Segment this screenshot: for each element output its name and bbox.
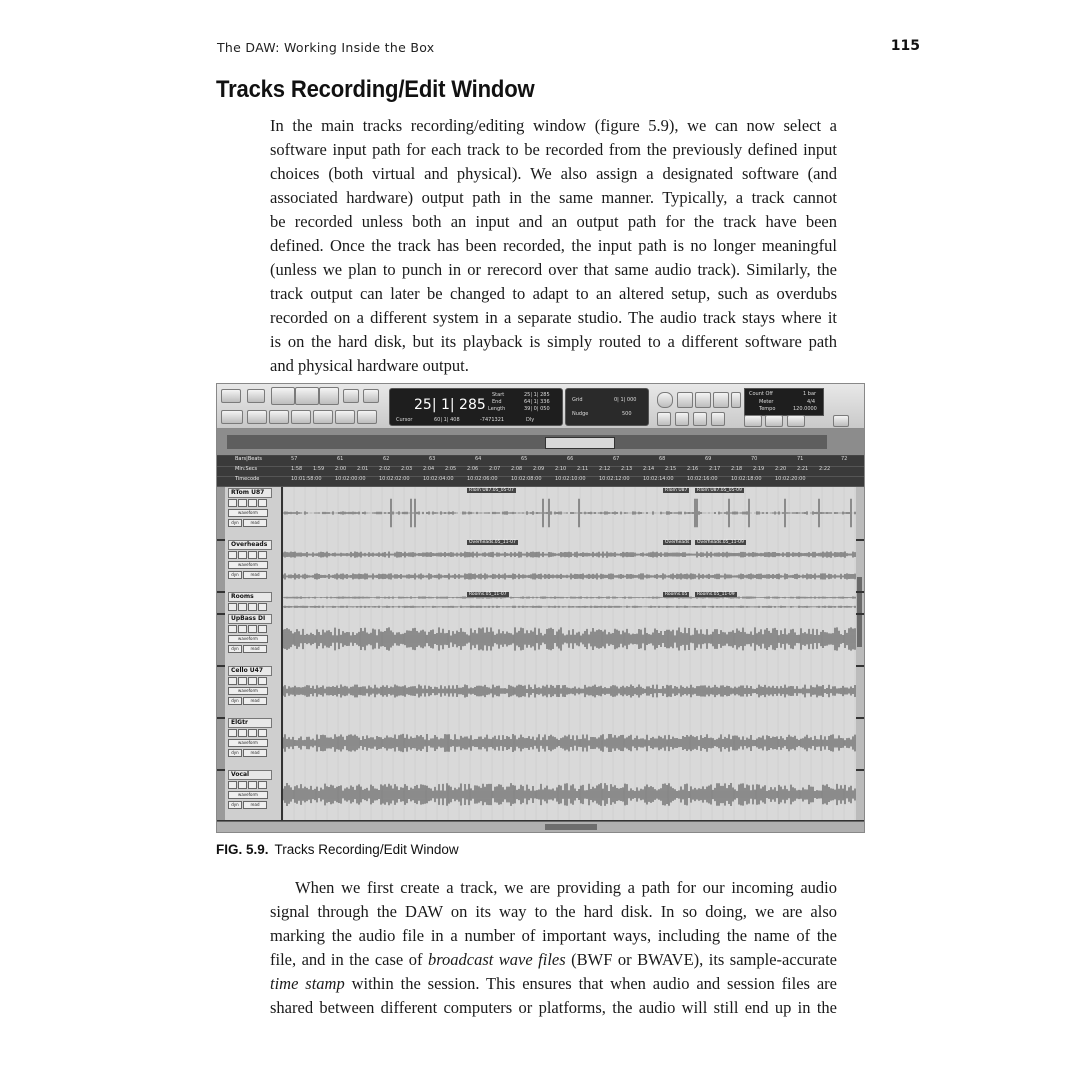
paragraph-line: shared between different computers or platforms, the audio will still end up in the [270, 998, 837, 1017]
clip-name[interactable]: RTom U87 [665, 488, 688, 493]
paragraph-line: defined. Once the track has been recorded, the input path is no longer meaningful [270, 236, 837, 255]
ruler-tick: 1:58 [291, 466, 303, 472]
paragraph-line: associated hardware) output path in the same manner. Typically, a track cannot [270, 188, 837, 207]
grid-value: 0| 1| 000 [614, 397, 637, 403]
clip-name[interactable]: Overheads.05_11-09 [697, 540, 744, 545]
mute-button[interactable] [258, 625, 267, 633]
track-name[interactable]: Vocal [228, 770, 272, 780]
solo-button[interactable] [248, 603, 257, 611]
mute-button[interactable] [258, 677, 267, 685]
length-value: 39| 0| 050 [524, 406, 550, 412]
track-playlist-lane[interactable] [283, 717, 856, 769]
clip-name[interactable]: RTom U87.05_05-09 [697, 488, 742, 493]
timeline-rulers [217, 456, 864, 486]
paragraph-line [270, 972, 837, 996]
cursor-value: 60| 1| 408 [434, 417, 460, 423]
ruler-tick: 2:12 [599, 466, 611, 472]
ruler-tick: 2:14 [643, 466, 655, 472]
clip-name[interactable]: RTom U87.05_05-07 [469, 488, 514, 493]
view-selector[interactable]: waveform [228, 635, 268, 643]
tempo-meter-display[interactable] [744, 388, 824, 416]
ruler-tick: 10:02:00:00 [335, 476, 366, 482]
input-monitor-button[interactable] [238, 499, 247, 507]
paragraph-line: is on the hard disk, but its playback is simply routed to a different software path [270, 332, 837, 351]
ruler-tick: 10:02:08:00 [511, 476, 542, 482]
waveform [283, 487, 856, 539]
figure-label: FIG. 5.9. [216, 842, 269, 857]
clip-name[interactable]: Rooms.05 [665, 592, 688, 597]
automation-mode-selector[interactable]: read [243, 571, 267, 579]
waveform [283, 717, 856, 769]
end-value: 64| 1| 336 [524, 399, 550, 405]
ruler-tick: 66 [567, 456, 574, 462]
solo-button[interactable] [248, 551, 257, 559]
input-monitor-button[interactable] [238, 677, 247, 685]
dyn-selector[interactable]: dyn [228, 749, 242, 757]
waveform-path [283, 551, 855, 557]
paragraph-2 [270, 876, 837, 1020]
main-counter[interactable] [389, 388, 563, 426]
view-selector[interactable]: waveform [228, 791, 268, 799]
track-name[interactable]: Rooms [228, 592, 272, 602]
horizontal-scroll-thumb[interactable] [545, 824, 597, 830]
clip-name[interactable]: Rooms.05_11-09 [697, 592, 735, 597]
ruler-label: Min:Secs [235, 466, 258, 472]
track-name[interactable]: ElGtr [228, 718, 272, 728]
timecode-ruler[interactable] [217, 476, 864, 487]
ruler-tick: 2:18 [731, 466, 743, 472]
ruler-label: Bars|Beats [235, 456, 262, 462]
audio-track[interactable] [217, 539, 864, 593]
record-enable-button[interactable] [228, 603, 237, 611]
text-run: (BWF or BWAVE), its sample-accurate [565, 950, 837, 969]
ruler-tick: 63 [429, 456, 436, 462]
ruler-tick: 10:02:18:00 [731, 476, 762, 482]
solo-button[interactable] [248, 677, 257, 685]
grid-nudge-panel[interactable] [565, 388, 649, 426]
paragraph-line: (unless we plan to punch in or rerecord over that same audio track). Similarly, the [270, 260, 837, 279]
overview-track-strip [227, 435, 827, 449]
track-playlist-lane[interactable] [283, 769, 856, 820]
mute-button[interactable] [258, 551, 267, 559]
start-label: Start [492, 392, 505, 398]
paragraph-line: be recorded unless both an input and an output path for the track have been [270, 212, 837, 231]
edit-mode-button[interactable] [247, 410, 267, 424]
tempo-label: Tempo [759, 406, 776, 412]
solo-button[interactable] [248, 625, 257, 633]
mic-button[interactable] [363, 389, 379, 403]
ruler-tick: 67 [613, 456, 620, 462]
record-enable-button[interactable] [228, 781, 237, 789]
ruler-tick: 2:09 [533, 466, 545, 472]
paragraph-line: recorded on a different system in a separate studio. The audio track stays where it [270, 308, 837, 327]
view-selector[interactable]: waveform [228, 509, 268, 517]
zoom-button[interactable] [221, 389, 241, 403]
input-monitor-button[interactable] [238, 603, 247, 611]
audio-track[interactable] [217, 717, 864, 771]
selector-tool-button[interactable] [271, 387, 295, 405]
metronome-button[interactable] [744, 415, 762, 427]
dyn-selector[interactable]: dyn [228, 571, 242, 579]
ruler-tick: 1:59 [313, 466, 325, 472]
track-header [225, 717, 283, 769]
ruler-tick: 57 [291, 456, 298, 462]
edit-mode-button[interactable] [335, 410, 355, 424]
dyn-selector[interactable]: dyn [228, 801, 242, 809]
record-button[interactable] [713, 392, 729, 408]
ruler-tick: 10:02:06:00 [467, 476, 498, 482]
figure-caption [216, 842, 459, 857]
waveform [283, 539, 856, 591]
ruler-tick: 2:03 [401, 466, 413, 472]
ruler-tick: 70 [751, 456, 758, 462]
window-options-button[interactable] [833, 415, 849, 427]
audio-track[interactable] [217, 591, 864, 615]
view-selector[interactable]: waveform [228, 561, 268, 569]
solo-button[interactable] [248, 729, 257, 737]
ruler-tick: 2:04 [423, 466, 435, 472]
edit-mode-button[interactable] [313, 410, 333, 424]
pencil-tool-button[interactable] [319, 387, 339, 405]
ruler-tick: 10:02:04:00 [423, 476, 454, 482]
input-monitor-button[interactable] [238, 625, 247, 633]
ruler-tick: 10:02:12:00 [599, 476, 630, 482]
track-playlist-lane[interactable] [283, 665, 856, 717]
automation-mode-selector[interactable]: read [243, 801, 267, 809]
waveform [283, 665, 856, 717]
audio-track[interactable] [217, 613, 864, 667]
track-name[interactable]: Overheads [228, 540, 272, 550]
paragraph-line: choices (both virtual and physical). We also assign a designated software (and [270, 164, 837, 183]
paragraph-line: software input path for each track to be recorded from the previously defined input [270, 140, 837, 159]
ruler-tick: 10:02:14:00 [643, 476, 674, 482]
track-header [225, 591, 283, 613]
track-playlist-lane[interactable] [283, 591, 856, 613]
ruler-tick: 2:01 [357, 466, 369, 472]
track-header [225, 539, 283, 591]
horizontal-scrollbar[interactable] [217, 821, 864, 833]
overview-selection[interactable] [545, 437, 615, 449]
nudge-label: Nudge [572, 411, 589, 417]
waveform-path [283, 606, 855, 608]
paragraph-line [270, 948, 837, 972]
daw-edit-window-figure [216, 383, 865, 833]
ruler-tick: 62 [383, 456, 390, 462]
start-value: 25| 1| 285 [524, 392, 550, 398]
ruler-tick: 68 [659, 456, 666, 462]
italic-term: broadcast wave files [427, 950, 566, 969]
paragraph-line: marking the audio file in a number of important ways, including the name of the [270, 926, 837, 945]
text-run: within the session. This ensures that when audio and session files are [344, 974, 837, 993]
meter-value: 4/4 [807, 399, 816, 405]
mute-button[interactable] [258, 729, 267, 737]
waveform-path [283, 627, 855, 650]
ruler-tick: 2:17 [709, 466, 721, 472]
length-label: Length [488, 406, 506, 412]
input-monitor-button[interactable] [238, 781, 247, 789]
paragraph-line: and physical hardware output. [270, 356, 469, 375]
waveform [283, 769, 856, 820]
edit-mode-button[interactable] [291, 410, 311, 424]
play-button[interactable] [695, 392, 711, 408]
track-list [217, 487, 864, 820]
ruler-tick: 10:02:20:00 [775, 476, 806, 482]
automation-mode-selector[interactable]: read [243, 697, 267, 705]
automation-mode-selector[interactable]: read [243, 519, 267, 527]
ruler-tick: 2:05 [445, 466, 457, 472]
clip-name[interactable]: Overheads [665, 540, 690, 545]
record-enable-button[interactable] [228, 729, 237, 737]
universe-overview[interactable] [217, 429, 864, 456]
track-header [225, 613, 283, 665]
audio-track[interactable] [217, 665, 864, 719]
track-name[interactable]: Cello U47 [228, 666, 272, 676]
track-playlist-lane[interactable] [283, 613, 856, 665]
paragraph-line: In the main tracks recording/editing window (figure 5.9), we can now select a [270, 116, 837, 135]
ruler-tick: 2:16 [687, 466, 699, 472]
mute-button[interactable] [258, 499, 267, 507]
record-enable-button[interactable] [228, 499, 237, 507]
section-title: Tracks Recording/Edit Window [216, 76, 535, 103]
back-button[interactable] [675, 412, 689, 426]
nudge-value: 500 [622, 411, 632, 417]
paragraph-line: signal through the DAW on its way to the hard disk. In so doing, we are also [270, 902, 837, 921]
ruler-tick: 71 [797, 456, 804, 462]
daw-toolbar [217, 384, 864, 429]
ruler-tick: 2:19 [753, 466, 765, 472]
loop-button[interactable] [731, 392, 741, 408]
ruler-tick: 2:13 [621, 466, 633, 472]
bar-label: 1 bar [803, 391, 817, 397]
clip-name[interactable]: Overheads.05_11-07 [469, 540, 516, 545]
ruler-tick: 10:02:10:00 [555, 476, 586, 482]
grabber-tool-button[interactable] [295, 387, 319, 405]
record-enable-button[interactable] [228, 625, 237, 633]
track-header [225, 769, 283, 820]
ruler-tick: 10:02:02:00 [379, 476, 410, 482]
ruler-tick: 2:07 [489, 466, 501, 472]
record-enable-button[interactable] [228, 677, 237, 685]
ruler-label: Timecode [235, 476, 260, 482]
main-counter-value: 25| 1| 285 [414, 397, 486, 413]
edit-mode-button[interactable] [357, 410, 377, 424]
automation-mode-selector[interactable]: read [243, 749, 267, 757]
paragraph-1 [270, 114, 837, 378]
ruler-tick: 2:02 [379, 466, 391, 472]
waveform [283, 591, 856, 613]
end-label: End [492, 399, 502, 405]
speaker-button[interactable] [343, 389, 359, 403]
automation-mode-selector[interactable]: read [243, 645, 267, 653]
end-button[interactable] [711, 412, 725, 426]
stop-button[interactable] [677, 392, 693, 408]
dyn-selector[interactable]: dyn [228, 519, 242, 527]
mute-button[interactable] [258, 603, 267, 611]
paragraph-line: track output can later be changed to adapt to an altered setup, such as overdubs [270, 284, 837, 303]
text-run: file, and in the case of [270, 950, 428, 969]
view-selector[interactable]: waveform [228, 739, 268, 747]
grid-label: Grid [572, 397, 583, 403]
ruler-tick: 2:21 [797, 466, 809, 472]
ruler-tick: 65 [521, 456, 528, 462]
count-off-label: Count Off [749, 391, 773, 397]
track-playlist-lane[interactable] [283, 487, 856, 539]
track-header [225, 665, 283, 717]
solo-button[interactable] [248, 499, 257, 507]
record-enable-button[interactable] [228, 551, 237, 559]
solo-button[interactable] [248, 781, 257, 789]
edit-mode-button[interactable] [269, 410, 289, 424]
conductor-button[interactable] [787, 415, 805, 427]
track-name[interactable]: RTom U87 [228, 488, 272, 498]
ruler-tick: 2:00 [335, 466, 347, 472]
ruler-tick: 10:01:58:00 [291, 476, 322, 482]
waveform-path [283, 734, 855, 752]
ruler-tick: 2:06 [467, 466, 479, 472]
dyn-selector[interactable]: dyn [228, 645, 242, 653]
view-selector[interactable]: waveform [228, 687, 268, 695]
mute-button[interactable] [258, 781, 267, 789]
online-button[interactable] [657, 392, 673, 408]
dyn-selector[interactable]: dyn [228, 697, 242, 705]
ruler-tick: 2:22 [819, 466, 831, 472]
waveform [283, 613, 856, 665]
ruler-tick: 61 [337, 456, 344, 462]
ruler-tick: 2:15 [665, 466, 677, 472]
clip-name[interactable]: Rooms.05_11-07 [469, 592, 507, 597]
ruler-tick: 10:02:16:00 [687, 476, 718, 482]
meter-label: Meter [759, 399, 774, 405]
ruler-tick: 72 [841, 456, 848, 462]
running-head: The DAW: Working Inside the Box [217, 40, 435, 55]
forward-button[interactable] [693, 412, 707, 426]
input-monitor-button[interactable] [238, 551, 247, 559]
sample-value: -7471321 [480, 417, 505, 423]
ruler-tick: 2:20 [775, 466, 787, 472]
page-number: 115 [890, 38, 920, 54]
ruler-tick: 64 [475, 456, 482, 462]
rewind-button[interactable] [657, 412, 671, 426]
ruler-tick: 2:11 [577, 466, 589, 472]
audio-track[interactable] [217, 769, 864, 822]
ruler-tick: 2:08 [511, 466, 523, 472]
audio-track[interactable] [217, 487, 864, 541]
track-name[interactable]: UpBass DI [228, 614, 272, 624]
track-playlist-lane[interactable] [283, 539, 856, 591]
input-monitor-button[interactable] [238, 729, 247, 737]
dly-label: Dly [526, 417, 535, 423]
italic-term: time stamp [270, 974, 345, 993]
track-header [225, 487, 283, 539]
cursor-label: Cursor [396, 417, 413, 423]
trim-tool-button[interactable] [247, 389, 265, 403]
midi-merge-button[interactable] [765, 415, 783, 427]
tempo-value: 120.0000 [793, 406, 817, 412]
ruler-tick: 69 [705, 456, 712, 462]
paragraph-line: When we first create a track, we are providing a path for our incoming audio [295, 878, 837, 897]
zoom-preset-button[interactable] [221, 410, 243, 424]
figure-caption-text: Tracks Recording/Edit Window [274, 842, 459, 857]
ruler-tick: 2:10 [555, 466, 567, 472]
